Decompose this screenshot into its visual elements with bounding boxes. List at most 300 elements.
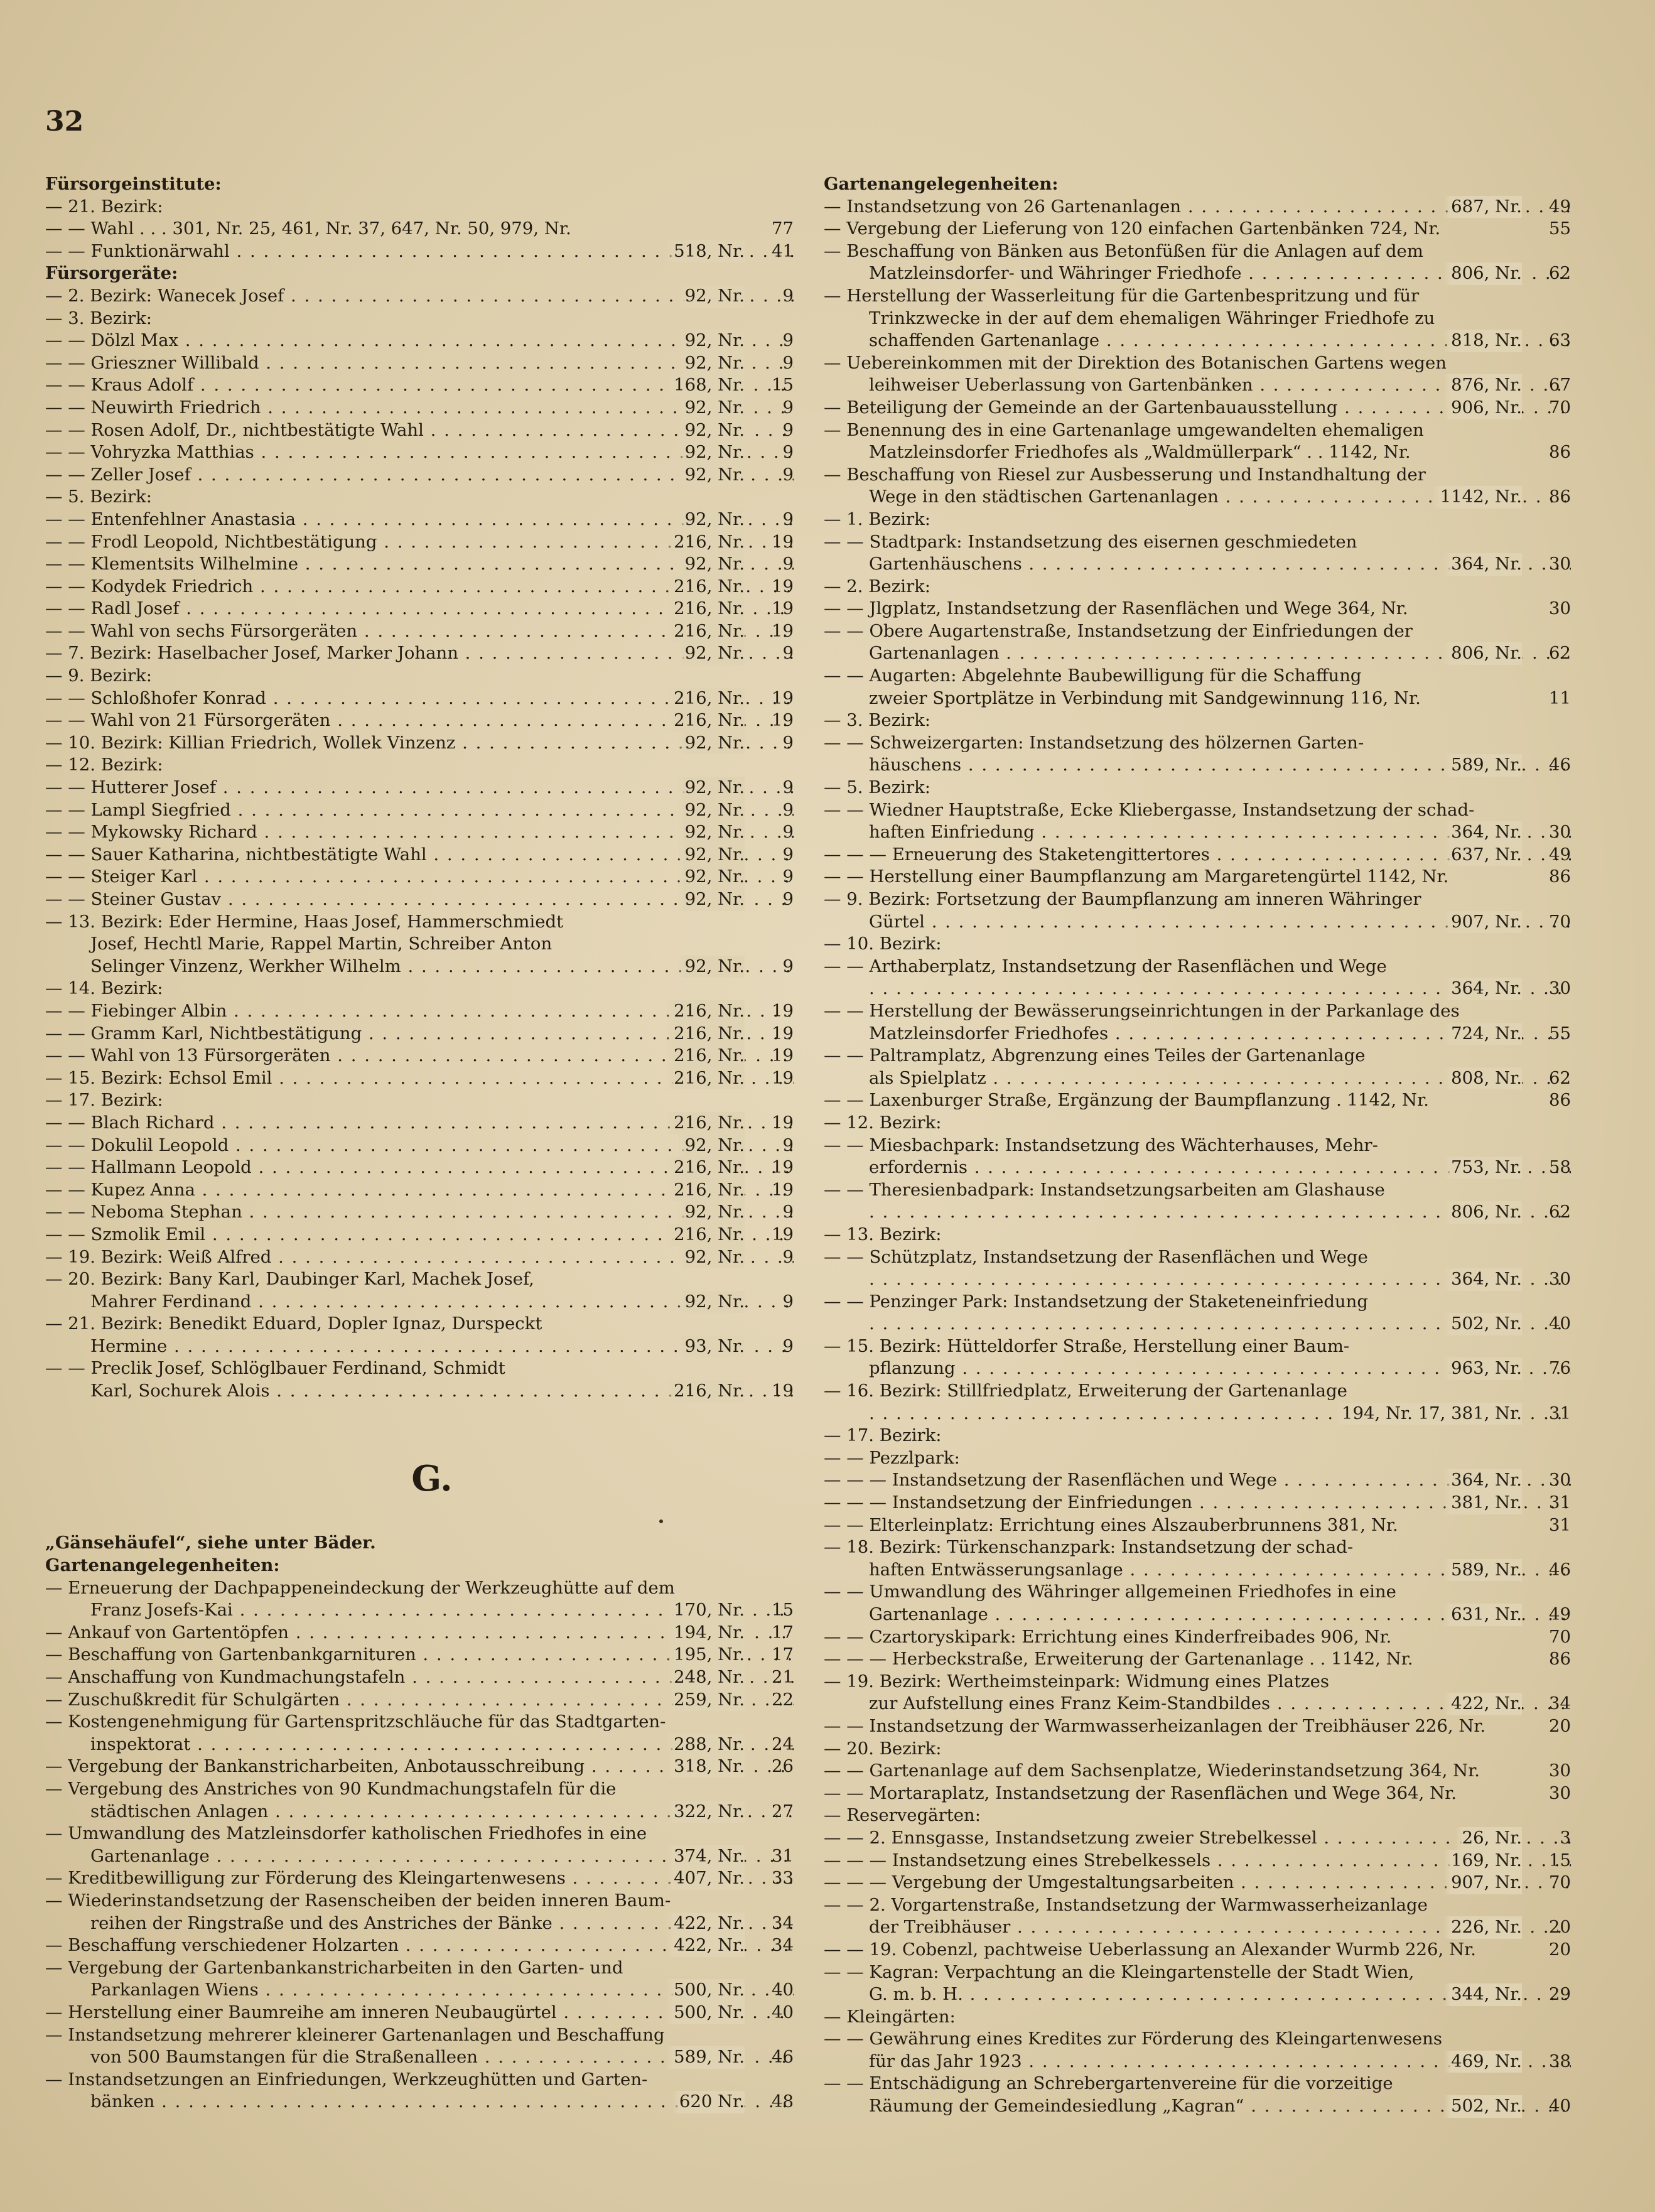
entry-reference: 364, Nr. (1443, 821, 1522, 844)
entry-reference: 422, Nr. (1443, 1693, 1522, 1715)
index-entry (824, 330, 1571, 352)
index-entry (824, 1492, 1571, 1514)
entry-text: häuschens . . . (869, 755, 1571, 775)
entry-reference: 92, Nr. (677, 397, 745, 419)
index-entry (824, 1983, 1571, 2006)
entry-page: 46 (1531, 754, 1571, 777)
entry-page: 9 (753, 732, 794, 755)
index-entry (824, 531, 1571, 554)
index-entry (45, 352, 794, 375)
entry-text: — — Jlgplatz, Instandsetzung der Rasenflächen und Wege 364, Nr. (824, 598, 1408, 619)
entry-page: 19 (753, 1380, 794, 1403)
index-heading (45, 1532, 794, 1555)
entry-page: 9 (753, 330, 794, 352)
entry-page: 70 (1531, 911, 1571, 934)
index-entry (824, 486, 1571, 509)
entry-reference: 168, Nr. (666, 374, 745, 397)
index-entry (45, 2069, 794, 2091)
entry-text: — — Kagran: Verpachtung an die Kleingartenstelle der Stadt Wien, (824, 1961, 1415, 1982)
index-entry (45, 1357, 794, 1380)
entry-reference: 907, Nr. (1443, 911, 1522, 934)
entry-text: — Instandsetzung mehrerer kleinerer Gartenanlagen und Beschaffung (45, 2024, 665, 2045)
index-heading (45, 262, 794, 285)
index-entry (824, 1760, 1571, 1783)
index-entry (824, 1112, 1571, 1135)
entry-page: 63 (1531, 330, 1571, 352)
index-entry (824, 576, 1571, 598)
index-entry (45, 2046, 794, 2069)
entry-text: — — Kupez Anna . . . (45, 1180, 794, 1200)
index-entry (824, 1425, 1571, 1447)
entry-reference: 216, Nr. (666, 576, 745, 598)
entry-page: 48 (753, 2091, 794, 2113)
entry-reference: 92, Nr. (677, 732, 745, 755)
index-entry (824, 196, 1571, 219)
index-entry (45, 1335, 794, 1358)
entry-reference: 226, Nr. (1443, 1916, 1522, 1939)
entry-reference: 92, Nr. (677, 330, 745, 352)
entry-page: 34 (1531, 1693, 1571, 1715)
index-entry (824, 1023, 1571, 1045)
index-entry (824, 262, 1571, 285)
entry-text: — — Czartoryskipark: Errichtung eines Kinderfreibades 906, Nr. (824, 1626, 1392, 1647)
index-entry (824, 285, 1571, 308)
entry-text: — — Miesbachpark: Instandsetzung des Wächterhauses, Mehr- (824, 1135, 1378, 1155)
index-entry (824, 441, 1571, 464)
entry-text: — — Schützplatz, Instandsetzung der Rasenflächen und Wege (824, 1246, 1368, 1267)
entry-page: 30 (1531, 978, 1571, 1000)
entry-text: Gürtel . . . (869, 912, 1571, 932)
entry-page: 30 (1531, 1469, 1571, 1492)
right-column (824, 173, 1571, 2118)
entry-page: 55 (1531, 218, 1571, 240)
entry-page: 31 (753, 1845, 794, 1868)
entry-reference: 687, Nr. (1443, 196, 1522, 219)
entry-page: 9 (753, 799, 794, 822)
entry-text: Franz Josefs-Kai . . . (90, 1600, 794, 1620)
entry-reference: 407, Nr. (666, 1867, 745, 1890)
entry-text: — — Herstellung einer Baumpflanzung am Margaretengürtel 1142, Nr. (824, 866, 1449, 887)
index-entry (824, 419, 1571, 442)
index-entry (824, 1671, 1571, 1693)
entry-text: — Vergebung der Bankanstricharbeiten, Anbotausschreibung . . . (45, 1756, 794, 1776)
entry-text: — 7. Bezirk: Haselbacher Josef, Marker Johann . . . (45, 643, 794, 663)
index-entry (824, 1224, 1571, 1246)
entry-text: haften Einfriedung . . . (869, 822, 1571, 842)
entry-text: — Zuschußkredit für Schulgärten . . . (45, 1690, 794, 1710)
entry-reference: 170, Nr. (666, 1599, 745, 1622)
index-entry (45, 531, 794, 554)
index-entry (824, 688, 1571, 710)
entry-reference: 216, Nr. (666, 688, 745, 710)
index-entry (824, 1291, 1571, 1314)
index-entry (45, 799, 794, 822)
entry-text: — — Mortaraplatz, Instandsetzung der Rasenflächen und Wege 364, Nr. (824, 1783, 1457, 1803)
index-entry (824, 1514, 1571, 1537)
index-entry (824, 1201, 1571, 1224)
entry-text: — 19. Bezirk: Wertheimsteinpark: Widmung eines Platzes (824, 1671, 1329, 1691)
entry-page: 9 (753, 553, 794, 576)
entry-text: — — Laxenburger Straße, Ergänzung der Baumpflanzung . 1142, Nr. (824, 1090, 1429, 1111)
index-entry (45, 1045, 794, 1067)
entry-text: haften Entwässerungsanlage . . . (869, 1560, 1571, 1580)
entry-text: Parkanlagen Wiens . . . (90, 1980, 794, 2000)
index-entry (45, 1890, 794, 1913)
entry-reference: 216, Nr. (666, 1224, 745, 1246)
entry-page: 34 (753, 1913, 794, 1935)
entry-text: — Vergebung der Lieferung von 120 einfachen Gartenbänken 724, Nr. (824, 219, 1441, 239)
index-entry (824, 2051, 1571, 2073)
index-entry (824, 1827, 1571, 1850)
index-entry (45, 709, 794, 732)
page-number: 32 (45, 105, 84, 138)
entry-reference: 216, Nr. (666, 1023, 745, 1045)
entry-reference: 364, Nr. (1443, 1268, 1522, 1291)
entry-text: — — Funktionärwahl . . . (45, 241, 794, 261)
entry-text: — Beschaffung verschiedener Holzarten . . . (45, 1935, 794, 1955)
entry-text: — Beschaffung von Bänken aus Betonfüßen für die Anlagen auf dem (824, 240, 1423, 261)
entry-text: — — 2. Ennsgasse, Instandsetzung zweier Strebelkessel . . . (824, 1828, 1571, 1848)
entry-page: 62 (1531, 262, 1571, 285)
entry-page: 34 (753, 1934, 794, 1957)
entry-text: — — Dokulil Leopold . . . (45, 1135, 794, 1155)
entry-text: — — Hutterer Josef . . . (45, 777, 794, 797)
index-entry (45, 1179, 794, 1202)
entry-reference: 422, Nr. (666, 1934, 745, 1957)
entry-page: 9 (753, 866, 794, 888)
entry-page: 17 (753, 1622, 794, 1644)
entry-text: — — Schweizergarten: Instandsetzung des hölzernen Garten- (824, 732, 1364, 753)
index-entry (824, 1872, 1571, 1894)
entry-text: Gartenangelegenheiten: (824, 174, 1059, 194)
entry-text: — — Frodl Leopold, Nichtbestätigung . . . (45, 532, 794, 552)
index-entry (824, 956, 1571, 978)
entry-page: 49 (1531, 1604, 1571, 1626)
entry-page: 31 (1531, 1514, 1571, 1537)
entry-text: — 2. Bezirk: Wanecek Josef . . . (45, 286, 794, 306)
entry-reference: 724, Nr. (1443, 1023, 1522, 1045)
index-entry (824, 2095, 1571, 2118)
entry-page: 31 (1531, 1403, 1571, 1425)
entry-text: Trinkzwecke in der auf dem ehemaligen Währinger Friedhofe zu (869, 308, 1435, 328)
entry-page: 31 (1531, 1492, 1571, 1514)
entry-text: — — — Herbeckstraße, Erweiterung der Gartenanlage . . 1142, Nr. (824, 1649, 1413, 1670)
index-entry (45, 486, 794, 509)
entry-reference: 259, Nr. (666, 1689, 745, 1712)
entry-page: 9 (753, 844, 794, 866)
entry-page: 9 (753, 1246, 794, 1269)
index-entry (824, 1447, 1571, 1470)
entry-reference: 288, Nr. (666, 1734, 745, 1756)
entry-text: — — Instandsetzung der Warmwasserheizanlagen der Treibhäuser 226, Nr. (824, 1715, 1486, 1736)
entry-text: Josef, Hechtl Marie, Rappel Martin, Schreiber Anton (90, 934, 553, 954)
entry-page: 9 (753, 285, 794, 308)
index-entry (824, 553, 1571, 576)
entry-reference: 216, Nr. (666, 1067, 745, 1090)
entry-reference: 194, Nr. (666, 1622, 745, 1644)
entry-text: — 15. Bezirk: Echsol Emil . . . (45, 1068, 794, 1088)
entry-page: 86 (1531, 1648, 1571, 1671)
index-entry (45, 1577, 794, 1600)
entry-text: — — Steiger Karl . . . (45, 866, 794, 887)
entry-page: 67 (1531, 374, 1571, 397)
entry-page: 9 (753, 352, 794, 375)
index-entry (45, 1291, 794, 1314)
entry-text: — 20. Bezirk: Bany Karl, Daubinger Karl, Machek Josef, (45, 1269, 534, 1290)
index-entry (824, 1357, 1571, 1380)
entry-reference: 518, Nr. (666, 240, 745, 263)
entry-reference: 92, Nr. (677, 1291, 745, 1314)
index-entry (824, 1067, 1571, 1090)
entry-page: 9 (753, 888, 794, 911)
entry-text: — Umwandlung des Matzleinsdorfer katholischen Friedhofes in eine (45, 1823, 647, 1844)
entry-text: — — Zeller Josef . . . (45, 465, 794, 485)
index-entry (824, 1246, 1571, 1269)
index-entry (45, 1666, 794, 1689)
index-entry (45, 1801, 794, 1823)
entry-reference: 589, Nr. (1443, 754, 1522, 777)
index-entry (45, 1979, 794, 2002)
entry-page: 15 (753, 1599, 794, 1622)
entry-reference: 216, Nr. (666, 709, 745, 732)
entry-page: 55 (1531, 1023, 1571, 1045)
entry-page: 17 (753, 1644, 794, 1666)
index-entry (45, 1135, 794, 1157)
entry-reference: 963, Nr. (1443, 1357, 1522, 1380)
entry-page: 20 (1531, 1939, 1571, 1961)
entry-text: zweier Sportplätze in Verbindung mit Sandgewinnung 116, Nr. (869, 688, 1421, 708)
entry-reference: 589, Nr. (666, 2046, 745, 2069)
entry-text: — — — Instandsetzung der Rasenflächen und Wege . . . (824, 1470, 1571, 1490)
entry-text: Gartenhäuschens . . . (869, 554, 1571, 574)
left-column (45, 173, 794, 2113)
entry-reference: 906, Nr. (1443, 397, 1522, 419)
entry-text: Gartenanlagen . . . (869, 643, 1571, 663)
index-entry (45, 844, 794, 866)
index-entry (824, 799, 1571, 822)
entry-text: — — Obere Augartenstraße, Instandsetzung der Einfriedungen der (824, 620, 1413, 641)
entry-text: — 12. Bezirk: (45, 755, 163, 775)
entry-text: zur Aufstellung eines Franz Keim-Standbildes . . . (869, 1693, 1571, 1713)
entry-text: — Erneuerung der Dachpappeneindeckung der Werkzeughütte auf dem (45, 1577, 675, 1598)
index-entry (824, 374, 1571, 397)
entry-page: 58 (1531, 1157, 1571, 1179)
entry-reference: 637, Nr. (1443, 844, 1522, 866)
entry-page: 86 (1531, 486, 1571, 509)
entry-page: 11 (1531, 688, 1571, 710)
entry-text: — 20. Bezirk: (824, 1738, 942, 1759)
index-entry (45, 1934, 794, 1957)
entry-text: — Herstellung einer Baumreihe am inneren Neubaugürtel . . . (45, 2002, 794, 2022)
index-entry (824, 240, 1571, 263)
entry-text: — — Wahl von sechs Fürsorgeräten . . . (45, 621, 794, 641)
entry-reference: 92, Nr. (677, 777, 745, 799)
section-letter: G. (411, 1457, 453, 1499)
entry-text: — Instandsetzungen an Einfriedungen, Werkzeughütten und Garten- (45, 2069, 648, 2090)
entry-text: — — Hallmann Leopold . . . (45, 1157, 794, 1177)
entry-reference: 876, Nr. (1443, 374, 1522, 397)
index-entry (45, 1689, 794, 1712)
entry-text: — 9. Bezirk: Fortsetzung der Baumpflanzung am inneren Währinger (824, 889, 1421, 909)
index-entry (45, 1711, 794, 1734)
entry-text: — Vergebung der Gartenbankanstricharbeiten in den Garten- und (45, 1957, 623, 1978)
index-entry (824, 509, 1571, 531)
entry-page: 21 (753, 1666, 794, 1689)
index-entry (824, 598, 1571, 620)
index-entry (45, 1622, 794, 1644)
entry-text: — — Wiedner Hauptstraße, Ecke Kliebergasse, Instandsetzung der schad- (824, 799, 1475, 820)
index-entry (45, 1778, 794, 1801)
entry-reference: 216, Nr. (666, 620, 745, 643)
index-entry (45, 464, 794, 487)
index-entry (45, 553, 794, 576)
entry-reference: 589, Nr. (1443, 1559, 1522, 1582)
entry-reference: 92, Nr. (677, 352, 745, 375)
index-entry (45, 1734, 794, 1756)
entry-text: — Instandsetzung von 26 Gartenanlagen . . . (824, 197, 1571, 217)
entry-text: — — Rosen Adolf, Dr., nichtbestätigte Wahl . . . (45, 420, 794, 440)
entry-text: — — — Instandsetzung eines Strebelkessels . . . (824, 1850, 1571, 1870)
entry-reference: 92, Nr. (677, 553, 745, 576)
entry-page: 19 (753, 620, 794, 643)
index-entry (824, 1604, 1571, 1626)
entry-text: — 21. Bezirk: (45, 196, 163, 217)
entry-page: 19 (753, 688, 794, 710)
entry-page: 46 (753, 2046, 794, 2069)
entry-reference: 26, Nr. (1455, 1827, 1522, 1850)
index-entry (824, 1403, 1571, 1425)
entry-page: 9 (753, 777, 794, 799)
index-entry (45, 956, 794, 978)
entry-reference: 216, Nr. (666, 1000, 745, 1023)
index-entry (45, 933, 794, 956)
entry-reference: 92, Nr. (677, 888, 745, 911)
entry-text: — — 19. Cobenzl, pachtweise Ueberlassung an Alexander Wurmb 226, Nr. (824, 1939, 1476, 1960)
index-entry (824, 642, 1571, 665)
entry-reference: 216, Nr. (666, 598, 745, 620)
entry-text: reihen der Ringstraße und des Anstriches der Bänke . . . (90, 1913, 794, 1933)
entry-text: pflanzung . . . (869, 1358, 1571, 1378)
entry-reference: 92, Nr. (677, 844, 745, 866)
entry-page: 9 (753, 821, 794, 844)
entry-text: — — Neuwirth Friedrich . . . (45, 397, 794, 418)
entry-page: 33 (753, 1867, 794, 1890)
entry-reference: 216, Nr. (666, 1112, 745, 1135)
index-entry (824, 2073, 1571, 2095)
index-entry (824, 2028, 1571, 2051)
index-entry (45, 1157, 794, 1179)
index-entry (45, 1201, 794, 1224)
entry-page: 62 (1531, 1201, 1571, 1224)
entry-text: — — Kodydek Friedrich . . . (45, 576, 794, 596)
entry-page: 9 (753, 642, 794, 665)
index-entry (824, 1000, 1571, 1023)
index-entry (824, 1939, 1571, 1961)
entry-text: bänken . . . (90, 2091, 794, 2112)
entry-reference: 92, Nr. (677, 441, 745, 464)
entry-text: — 9. Bezirk: (45, 666, 153, 686)
index-entry (45, 665, 794, 688)
index-entry (45, 576, 794, 598)
entry-text: — — Preclik Josef, Schlöglbauer Ferdinand, Schmidt (45, 1358, 505, 1379)
index-entry (45, 1268, 794, 1291)
index-entry (45, 1957, 794, 1980)
index-entry (45, 821, 794, 844)
entry-text: — — Wahl von 13 Fürsorgeräten . . . (45, 1045, 794, 1066)
entry-reference: 500, Nr. (666, 1979, 745, 2002)
index-entry (45, 397, 794, 419)
entry-reference: 502, Nr. (1443, 1313, 1522, 1335)
entry-text: Fürsorgeräte: (45, 263, 178, 284)
entry-page: 19 (753, 1045, 794, 1067)
entry-text: — — Steiner Gustav . . . (45, 889, 794, 909)
spacer (45, 1510, 794, 1533)
entry-reference: 169, Nr. (1443, 1850, 1522, 1872)
entry-text: — — — Vergebung der Umgestaltungsarbeiten . . . (824, 1872, 1571, 1892)
index-entry (45, 866, 794, 888)
index-entry (45, 1756, 794, 1778)
entry-reference: 631, Nr. (1443, 1604, 1522, 1626)
entry-text: — — Wahl . . . 301, Nr. 25, 461, Nr. 37, 647, Nr. 50, 979, Nr. (45, 219, 571, 239)
entry-reference: 216, Nr. (666, 1380, 745, 1403)
index-entry (824, 218, 1571, 240)
entry-page: 49 (1531, 844, 1571, 866)
index-entry (45, 888, 794, 911)
index-entry (824, 1693, 1571, 1715)
index-entry (45, 620, 794, 643)
entry-text: — — Mykowsky Richard . . . (45, 822, 794, 842)
entry-text: städtischen Anlagen . . . (90, 1801, 794, 1821)
entry-reference: 92, Nr. (677, 642, 745, 665)
entry-page: 19 (753, 1157, 794, 1179)
entry-reference: 364, Nr. (1443, 1469, 1522, 1492)
entry-text: — — Lampl Siegfried . . . (45, 800, 794, 820)
entry-reference: 806, Nr. (1443, 642, 1522, 665)
entry-text: — Beschaffung von Gartenbankgarnituren . . . (45, 1644, 794, 1664)
index-entry (824, 665, 1571, 688)
index-entry (824, 1335, 1571, 1358)
entry-reference: 322, Nr. (666, 1801, 745, 1823)
entry-page: 40 (753, 2002, 794, 2024)
entry-text: inspektorat . . . (90, 1734, 794, 1754)
entry-reference: 808, Nr. (1443, 1067, 1522, 1090)
print-speck (659, 1519, 663, 1523)
entry-text: — — Augarten: Abgelehnte Baubewilligung für die Schaffung (824, 666, 1362, 686)
entry-text: — 5. Bezirk: (824, 777, 931, 798)
entry-text: von 500 Baumstangen für die Straßenalleen . . . (90, 2047, 794, 2067)
index-entry (824, 777, 1571, 799)
index-entry (45, 777, 794, 799)
entry-text: — Vergebung des Anstriches von 90 Kundmachungstafeln für die (45, 1778, 617, 1799)
entry-reference: 92, Nr. (677, 866, 745, 888)
entry-page: 19 (753, 576, 794, 598)
entry-reference: 374, Nr. (666, 1845, 745, 1868)
index-entry (45, 1845, 794, 1868)
entry-page: 9 (753, 1291, 794, 1314)
index-entry (45, 1000, 794, 1023)
index-entry (45, 1313, 794, 1335)
entry-text: der Treibhäuser . . . (869, 1917, 1571, 1937)
index-entry (45, 2091, 794, 2113)
entry-text: — Beschaffung von Riesel zur Ausbesserung und Instandhaltung der (824, 464, 1426, 485)
entry-text: Räumung der Gemeindesiedlung „Kagran“ . . . (869, 2096, 1571, 2116)
index-entry (824, 308, 1571, 330)
index-entry (824, 888, 1571, 911)
entry-reference: 216, Nr. (666, 1179, 745, 1202)
entry-reference: 92, Nr. (677, 509, 745, 531)
index-entry (824, 1380, 1571, 1403)
entry-text: — — Blach Richard . . . (45, 1113, 794, 1133)
